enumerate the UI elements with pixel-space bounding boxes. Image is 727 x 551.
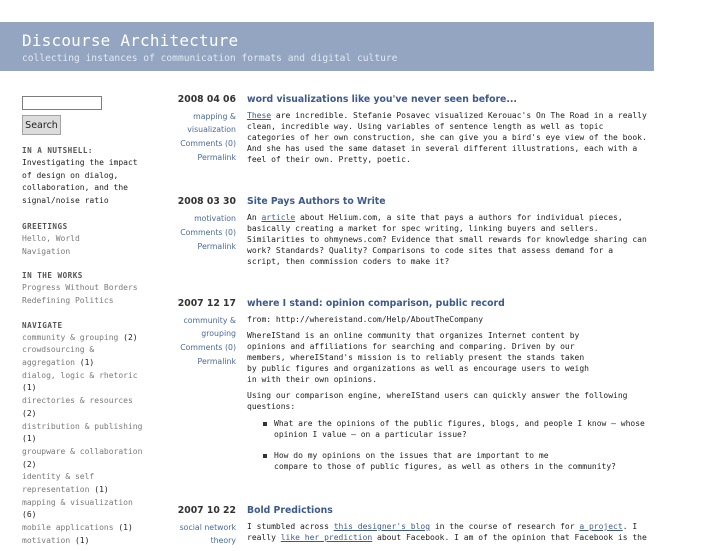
post-date: 2007 10 22: [177, 505, 236, 516]
nav-item: [22, 344, 150, 369]
bullet-line: opinion I value – on a particular issue?: [274, 430, 467, 440]
sidebar-link-hello-world[interactable]: Hello, World: [22, 233, 80, 243]
nav-item: [22, 395, 150, 420]
post-date: 2008 04 06: [177, 94, 236, 105]
nav-item: [22, 332, 150, 345]
nav-link[interactable]: dialog, logic & rhetoric: [22, 370, 138, 380]
nav-count: (1): [113, 523, 133, 533]
post-inline-link[interactable]: article: [261, 213, 296, 222]
nav-link[interactable]: distribution & publishing: [22, 421, 143, 431]
post-text: really: [247, 532, 281, 542]
nav-count: (2): [22, 408, 37, 418]
post-category-link[interactable]: theory: [210, 535, 236, 545]
bullet-line: What are the opinions of the public figures, blogs, and people I know – whose: [274, 419, 645, 429]
post-inline-link[interactable]: like her prediction: [280, 532, 373, 542]
nav-link[interactable]: directories & resources: [22, 396, 133, 406]
post-line: members, whereIStand's mission is to reliably present the stands taken: [247, 352, 585, 362]
nav-count: (2): [22, 459, 37, 469]
nav-link[interactable]: representation: [22, 485, 90, 495]
nav-item: [22, 535, 150, 548]
post-date: 2007 12 17: [177, 298, 236, 309]
post-title[interactable]: Site Pays Authors to Write: [247, 196, 386, 207]
nav-item: [22, 446, 150, 471]
nav-item: [22, 370, 150, 395]
nav-link[interactable]: aggregation: [22, 358, 75, 368]
post-category-link[interactable]: grouping: [201, 328, 236, 338]
nav-count: (1): [70, 535, 90, 545]
post-text: in the course of research for: [430, 522, 580, 531]
navigate-list: [22, 332, 150, 548]
nav-link[interactable]: community & grouping: [22, 332, 119, 342]
nav-link[interactable]: motivation: [22, 535, 71, 545]
post-text: are incredible. Stefanie Posavec visualized Kerouac's On The Road in a really clean, incredible way. Using variables of sentence length as well as topic categories of her own construction, she can give you a bird's eye view of the book. And she has used the same dataset in several different illustrations, each with a feel of their own. Pretty, poetic.: [247, 111, 647, 164]
post-category-link[interactable]: visualization: [187, 124, 236, 134]
post-date: 2008 03 30: [177, 196, 236, 207]
permalink-link[interactable]: Permalink: [197, 242, 236, 251]
post-bullet-list: [247, 419, 647, 473]
post-meta: [160, 213, 236, 254]
navigate-heading: NAVIGATE: [22, 320, 63, 330]
nutshell-line: signal/noise ratio: [22, 196, 109, 206]
permalink-link[interactable]: Permalink: [197, 152, 236, 162]
post-line: opinions and affiliations for searching and comparing. Driven by our: [247, 341, 575, 351]
nav-link[interactable]: identity & self: [22, 472, 95, 482]
nutshell-heading: IN A NUTSHELL:: [22, 146, 94, 155]
post-text: An: [247, 213, 262, 222]
post-meta: [160, 522, 236, 547]
comments-link[interactable]: Comments (0): [180, 342, 236, 352]
post-text: . I: [622, 522, 638, 531]
nav-count: (6): [22, 510, 37, 520]
post-line: questions:: [247, 402, 296, 412]
post-body: [247, 522, 647, 551]
post-title[interactable]: Bold Predictions: [247, 505, 333, 516]
post-category-link[interactable]: motivation: [194, 214, 236, 223]
nutshell-line: Investigating the impact: [22, 158, 138, 167]
permalink-link[interactable]: Permalink: [197, 356, 236, 366]
comments-link[interactable]: Comments (0): [180, 138, 236, 148]
post-line: WhereIStand is an online community that organizes Internet content by: [247, 330, 580, 340]
nav-count: (2): [118, 332, 138, 342]
site-header: [0, 22, 654, 71]
nav-item: [22, 522, 150, 535]
post-title[interactable]: word visualizations like you've never seen before...: [247, 94, 517, 105]
nav-link[interactable]: mapping & visualization: [22, 497, 133, 507]
nav-item: [22, 471, 150, 496]
site-title[interactable]: Discourse Architecture: [22, 31, 239, 50]
post-line: Using our comparison engine, whereIStand users can quickly answer the following: [247, 391, 628, 401]
nav-count: (1): [89, 485, 109, 495]
list-item: [263, 419, 647, 441]
search-input[interactable]: [22, 96, 102, 110]
post-text: about Facebook. I am of the opinion that Facebook is the: [372, 532, 647, 542]
comments-link[interactable]: Comments (0): [180, 228, 236, 237]
nav-count: (1): [74, 358, 95, 368]
post-body: [247, 315, 647, 483]
post-line: by public figures and organizations as well as encourage users to weigh: [247, 363, 589, 373]
sidebar-link-progress[interactable]: Progress Without Borders: [22, 283, 138, 293]
nav-link[interactable]: crowdsourcing &: [22, 345, 95, 355]
greetings-heading: GREETINGS: [22, 221, 68, 231]
bullet-line: How do my opinions on the issues that are important to me: [274, 451, 549, 461]
post-line: in with their own opinions.: [247, 374, 378, 384]
nutshell-line: of design on dialog,: [22, 170, 119, 180]
bullet-line: compare to those of public figures, as well as others in the community?: [274, 461, 616, 471]
post-body: [247, 213, 647, 275]
post-body: [247, 111, 647, 173]
post-category-link[interactable]: mapping &: [193, 112, 236, 121]
list-item: [263, 451, 647, 473]
post-text: about Helium.com, a site that pays a authors for individual pieces, basically creating a market for spec writing, linking buyers and sellers. Similarities to ohmynews.com? Evidence that small rewards for knowledge sharing can work? Standards? Quality? Comparisons to code sites that assess demand for a script, then commission coders to make it?: [247, 213, 647, 266]
sidebar-link-navigation[interactable]: Navigation: [22, 246, 71, 256]
nav-count: (1): [22, 434, 37, 444]
post-source-line: from: http://whereistand.com/Help/AboutTheCompany: [247, 315, 484, 324]
sidebar-link-redefining-politics[interactable]: Redefining Politics: [22, 295, 114, 305]
post-meta: [160, 111, 236, 164]
nutshell-line: collaboration, and the: [22, 183, 128, 193]
nav-link[interactable]: mobile applications: [22, 523, 114, 533]
post-category-link[interactable]: community &: [183, 316, 236, 325]
post-text: I stumbled across: [247, 522, 334, 531]
post-inline-link[interactable]: this designer's blog: [333, 522, 431, 531]
site-tagline: collecting instances of communication formats and digital culture: [22, 53, 398, 64]
post-inline-link[interactable]: These: [247, 111, 272, 120]
nav-item: [22, 421, 150, 446]
post-inline-link[interactable]: a project: [579, 522, 623, 531]
post-title[interactable]: where I stand: opinion comparison, public record: [247, 298, 505, 309]
sidebar: [22, 96, 150, 548]
search-button[interactable]: Search: [22, 115, 61, 135]
nav-link[interactable]: groupware & collaboration: [22, 446, 143, 456]
nav-count: (1): [22, 383, 37, 393]
in-the-works-heading: IN THE WORKS: [22, 271, 83, 281]
nav-item: [22, 497, 150, 522]
post-category-link[interactable]: social network: [179, 523, 236, 532]
post-meta: [160, 315, 236, 368]
